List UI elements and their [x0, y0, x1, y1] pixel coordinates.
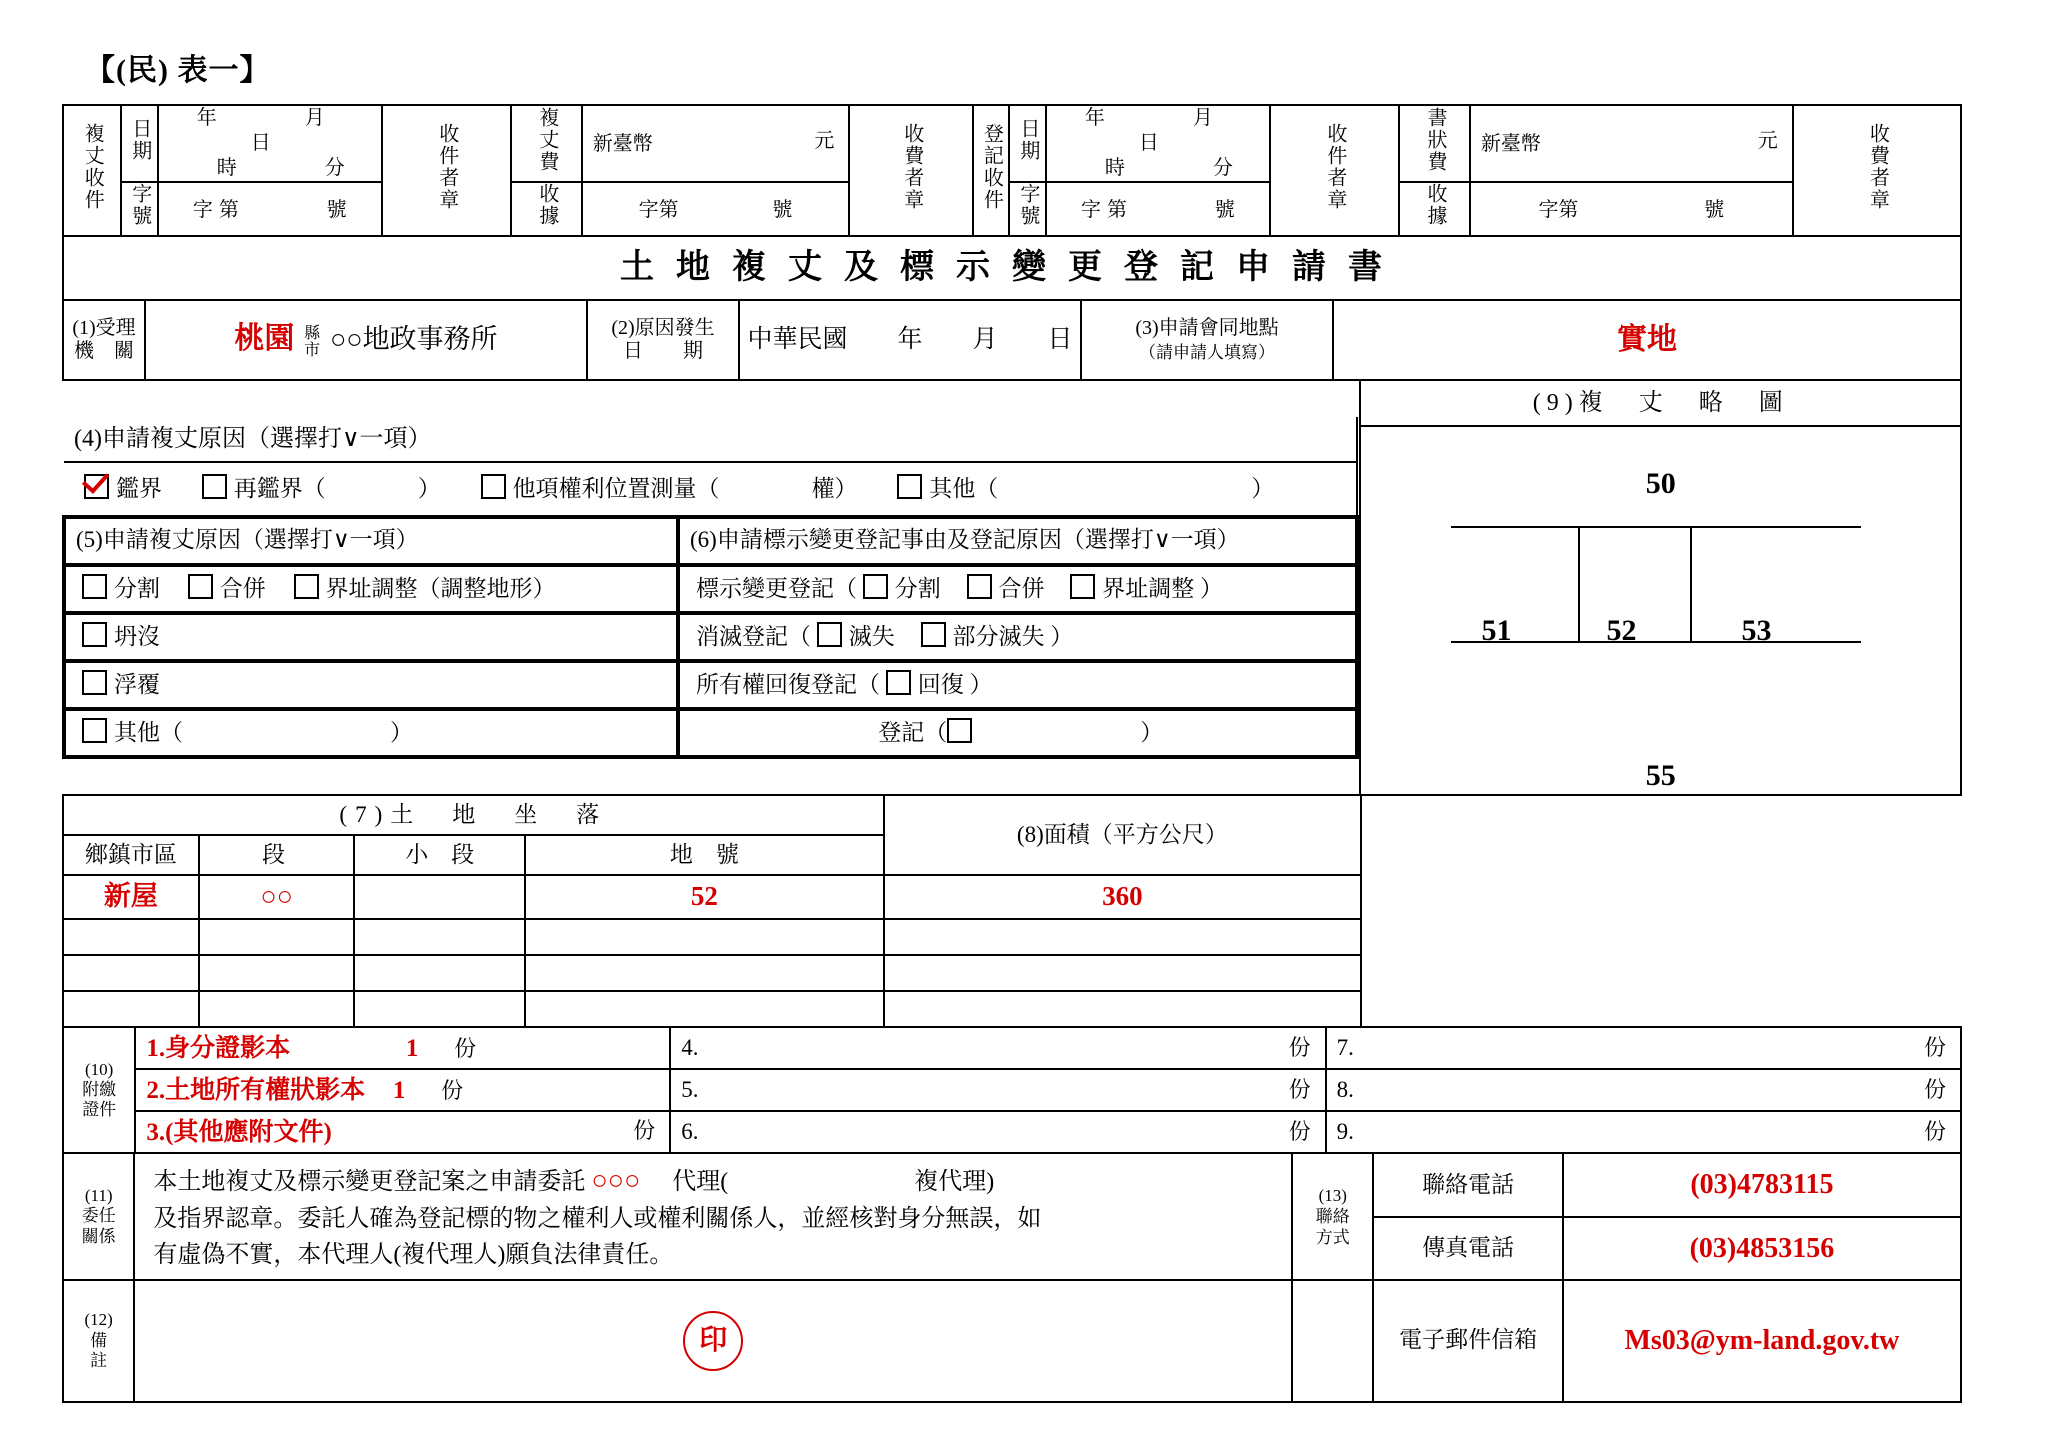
checkbox-mark-split[interactable]	[863, 574, 888, 599]
attachment-2[interactable]: 2.土地所有權狀影本 1 份	[135, 1069, 670, 1111]
charger-stamp-1[interactable]: 收費者章	[849, 105, 973, 236]
option-other-reason[interactable]: 其他（ ）	[82, 718, 413, 748]
attachment-3[interactable]: 3.(其他應附文件) 份	[135, 1111, 670, 1153]
row4-subsection[interactable]	[354, 991, 525, 1027]
col-district: 鄉鎮市區	[63, 835, 199, 875]
attachment-8[interactable]: 8. 份	[1326, 1069, 1961, 1111]
checkbox-other[interactable]	[897, 474, 922, 499]
sketch-area	[1361, 427, 1960, 757]
row1-area[interactable]: 360	[884, 875, 1361, 919]
receipt-header-table	[62, 104, 1962, 237]
option-mark-change-merge[interactable]: 合併	[967, 576, 1045, 601]
col-subsection: 小 段	[354, 835, 525, 875]
row1-lot[interactable]: 52	[525, 875, 884, 919]
section5-row2	[64, 613, 678, 661]
section12-value[interactable]	[134, 1280, 1292, 1402]
checkbox-mark-merge[interactable]	[967, 574, 992, 599]
attachment-4[interactable]: 4. 份	[670, 1027, 1325, 1069]
checkbox-other-reason[interactable]	[82, 718, 107, 743]
label-section1: (1)受理 機 關	[63, 300, 145, 380]
label-section10: (10) 附繳 證件	[63, 1027, 135, 1153]
form-tag: 【(民) 表一】	[85, 54, 271, 87]
survey-fee-amount[interactable]: 新臺幣 元	[582, 105, 850, 182]
value-contact-phone[interactable]: (03)4783115	[1563, 1153, 1961, 1216]
checkbox-boundary[interactable]	[84, 474, 109, 499]
checkbox-boundary-adjust[interactable]	[294, 574, 319, 599]
label-section9: (9)複 丈 略 圖	[1361, 381, 1960, 427]
col-section: 段	[199, 835, 355, 875]
row4-lot[interactable]	[525, 991, 884, 1027]
label-fax: 傳真電話	[1373, 1217, 1562, 1280]
option-ownership-restore[interactable]: 回復	[886, 672, 964, 697]
row3-district[interactable]	[63, 955, 199, 991]
attachment-9[interactable]: 9. 份	[1326, 1111, 1961, 1153]
deed-fee-receipt-no[interactable]: 字第 號	[1470, 182, 1793, 236]
label-survey-receipt: 複丈收件	[63, 105, 121, 236]
deed-fee-amount[interactable]: 新臺幣 元	[1470, 105, 1793, 182]
survey-receipt-date: 年 月 日 時 分	[158, 105, 381, 182]
checkbox-split[interactable]	[82, 574, 107, 599]
label-section6: (6)申請標示變更登記事由及登記原因（選擇打∨一項）	[678, 517, 1357, 565]
section5-row1	[64, 565, 678, 613]
label-section5: (5)申請複丈原因（選擇打∨一項）	[64, 517, 678, 565]
section2-value[interactable]: 中華民國 年 月 日	[739, 300, 1081, 380]
section5-row3	[64, 661, 678, 709]
sections-7-8-table	[62, 794, 1362, 1028]
label-deed-receipt-doc: 收據	[1399, 182, 1470, 236]
row4-area[interactable]	[884, 991, 1361, 1027]
option-boundary-adjust[interactable]: 界址調整（調整地形）	[294, 574, 556, 604]
checkbox-restore[interactable]	[886, 670, 911, 695]
sketch-parcel-52: 52	[1606, 613, 1637, 647]
label-deed-fee: 書狀費	[1399, 105, 1470, 182]
sketch-label-top: 50	[1645, 466, 1676, 500]
option-other-right-survey[interactable]: 他項權利位置測量（ 權）	[481, 474, 858, 504]
row3-area[interactable]	[884, 955, 1361, 991]
label-section2: (2)原因發生 日 期	[587, 300, 739, 380]
section1-value[interactable]: 桃園 縣 市 ○○地政事務所	[145, 300, 587, 380]
main-title-table	[62, 235, 1962, 301]
registration-receipt-no[interactable]: 字第 號	[1046, 182, 1269, 236]
label-no-right: 字號	[1009, 182, 1047, 236]
label-survey-fee: 複丈費	[511, 105, 582, 182]
option-survey-boundary[interactable]: 鑑界	[84, 474, 162, 504]
section5-row4	[64, 709, 678, 757]
attachment-7[interactable]: 7. 份	[1326, 1027, 1961, 1069]
option-other[interactable]: 其他（ ）	[897, 474, 1274, 504]
row2-district[interactable]	[63, 919, 199, 955]
sketch-parcel-51: 51	[1481, 613, 1512, 647]
section9-sketch-cell	[1360, 380, 1961, 796]
row4-section[interactable]	[199, 991, 355, 1027]
label-section13: (13) 聯絡 方式	[1292, 1153, 1373, 1280]
option-split[interactable]: 分割	[82, 574, 160, 604]
section6-row4: 登記（ ）	[678, 709, 1357, 757]
option-merge[interactable]: 合併	[188, 574, 266, 604]
row4-district[interactable]	[63, 991, 199, 1027]
section6-row2: 消滅登記（ 滅失 部分滅失 ）	[678, 613, 1357, 661]
receiver-stamp-2[interactable]: 收件者章	[1270, 105, 1399, 236]
attachment-1[interactable]: 1.身分證影本 1 份	[135, 1027, 670, 1069]
page-title: 土地複丈及標示變更登記申請書	[63, 236, 1961, 300]
option-extinction-partial[interactable]: 部分滅失	[921, 624, 1045, 649]
label-section4: (4)申請複丈原因（選擇打∨一項）	[64, 417, 1357, 462]
option-mark-change-split[interactable]: 分割	[863, 576, 941, 601]
sketch-parcel-53: 53	[1741, 613, 1772, 647]
sections-1-3-table	[62, 299, 1962, 381]
sketch-diagram-icon	[1361, 507, 1961, 747]
col-lot: 地 號	[525, 835, 884, 875]
option-resurface[interactable]: 浮覆	[82, 670, 160, 700]
row1-district[interactable]: 新屋	[63, 875, 199, 919]
row1-subsection[interactable]	[354, 875, 525, 919]
row3-section[interactable]	[199, 955, 355, 991]
county-city-toggle[interactable]: 縣 市	[304, 324, 321, 359]
label-section3: (3)申請會同地點 （請申請人填寫）	[1081, 300, 1333, 380]
section4-options	[64, 462, 1357, 517]
label-date-left: 日期	[121, 105, 159, 182]
checkbox-loss[interactable]	[817, 622, 842, 647]
row1-section[interactable]: ○○	[199, 875, 355, 919]
row2-lot[interactable]	[525, 919, 884, 955]
section13-spacer	[1292, 1280, 1373, 1402]
label-registration-receipt: 登記收件	[973, 105, 1008, 236]
label-date-right: 日期	[1009, 105, 1047, 182]
section6-row3: 所有權回復登記（ 回復 ）	[678, 661, 1357, 709]
option-mark-change-adjust[interactable]: 界址調整	[1070, 576, 1194, 601]
sections-4-6-table	[62, 379, 1962, 797]
registration-receipt-date: 年 月 日 時 分	[1046, 105, 1269, 182]
section11-text[interactable]: 本土地複丈及標示變更登記案之申請委託 ○○○ 代理( 複代理) 及指界認章。委託人確為登記標的物之權利人或權利關係人，並經核對身分無誤，如 有虛偽不實，本代理人(複代理人)願負法律責任。	[134, 1153, 1292, 1280]
sketch-label-bottom: 55	[1645, 758, 1676, 792]
label-section12: (12) 備 註	[63, 1280, 134, 1402]
attachment-6[interactable]: 6. 份	[670, 1111, 1325, 1153]
row3-lot[interactable]	[525, 955, 884, 991]
form-grid	[62, 104, 1962, 1403]
row2-section[interactable]	[199, 919, 355, 955]
option-re-survey[interactable]: 再鑑界（ ）	[202, 474, 441, 504]
receiver-stamp-1[interactable]: 收件者章	[382, 105, 511, 236]
section6-row1: 標示變更登記（ 分割 合併 界址調整 ）	[678, 565, 1357, 613]
attachment-5[interactable]: 5. 份	[670, 1069, 1325, 1111]
seal-stamp-icon: 印	[683, 1311, 743, 1371]
survey-fee-receipt-no[interactable]: 字第 號	[582, 182, 850, 236]
checkbox-partial-loss[interactable]	[921, 622, 946, 647]
row2-area[interactable]	[884, 919, 1361, 955]
label-survey-receipt-doc: 收據	[511, 182, 582, 236]
value-fax[interactable]: (03)4853156	[1563, 1217, 1961, 1280]
left-block-4-6	[62, 380, 1360, 796]
option-collapse[interactable]: 坍沒	[82, 622, 160, 652]
sections-11-13-table	[62, 1152, 1962, 1403]
value-email[interactable]: Ms03@ym-land.gov.tw	[1563, 1280, 1961, 1402]
label-section7: (7)土 地 坐 落	[63, 795, 884, 835]
label-section11: (11) 委任 關係	[63, 1153, 134, 1280]
row2-subsection[interactable]	[354, 919, 525, 955]
checkbox-other-right[interactable]	[481, 474, 506, 499]
label-email: 電子郵件信箱	[1373, 1280, 1562, 1402]
section10-table	[62, 1026, 1962, 1154]
checkbox-collapse[interactable]	[82, 622, 107, 647]
charger-stamp-2[interactable]: 收費者章	[1793, 105, 1961, 236]
section3-value[interactable]: 實地	[1333, 300, 1961, 380]
checkbox-mark-adjust[interactable]	[1070, 574, 1095, 599]
checkbox-merge[interactable]	[188, 574, 213, 599]
label-section8: (8)面積（平方公尺）	[884, 795, 1361, 875]
label-no-left: 字號	[121, 182, 159, 236]
option-extinction-loss[interactable]: 滅失	[817, 624, 895, 649]
checkbox-re-survey[interactable]	[202, 474, 227, 499]
checkbox-registration-other[interactable]	[947, 718, 972, 743]
survey-receipt-no[interactable]: 字第 號	[158, 182, 381, 236]
label-contact-phone: 聯絡電話	[1373, 1153, 1562, 1216]
checkbox-resurface[interactable]	[82, 670, 107, 695]
row3-subsection[interactable]	[354, 955, 525, 991]
